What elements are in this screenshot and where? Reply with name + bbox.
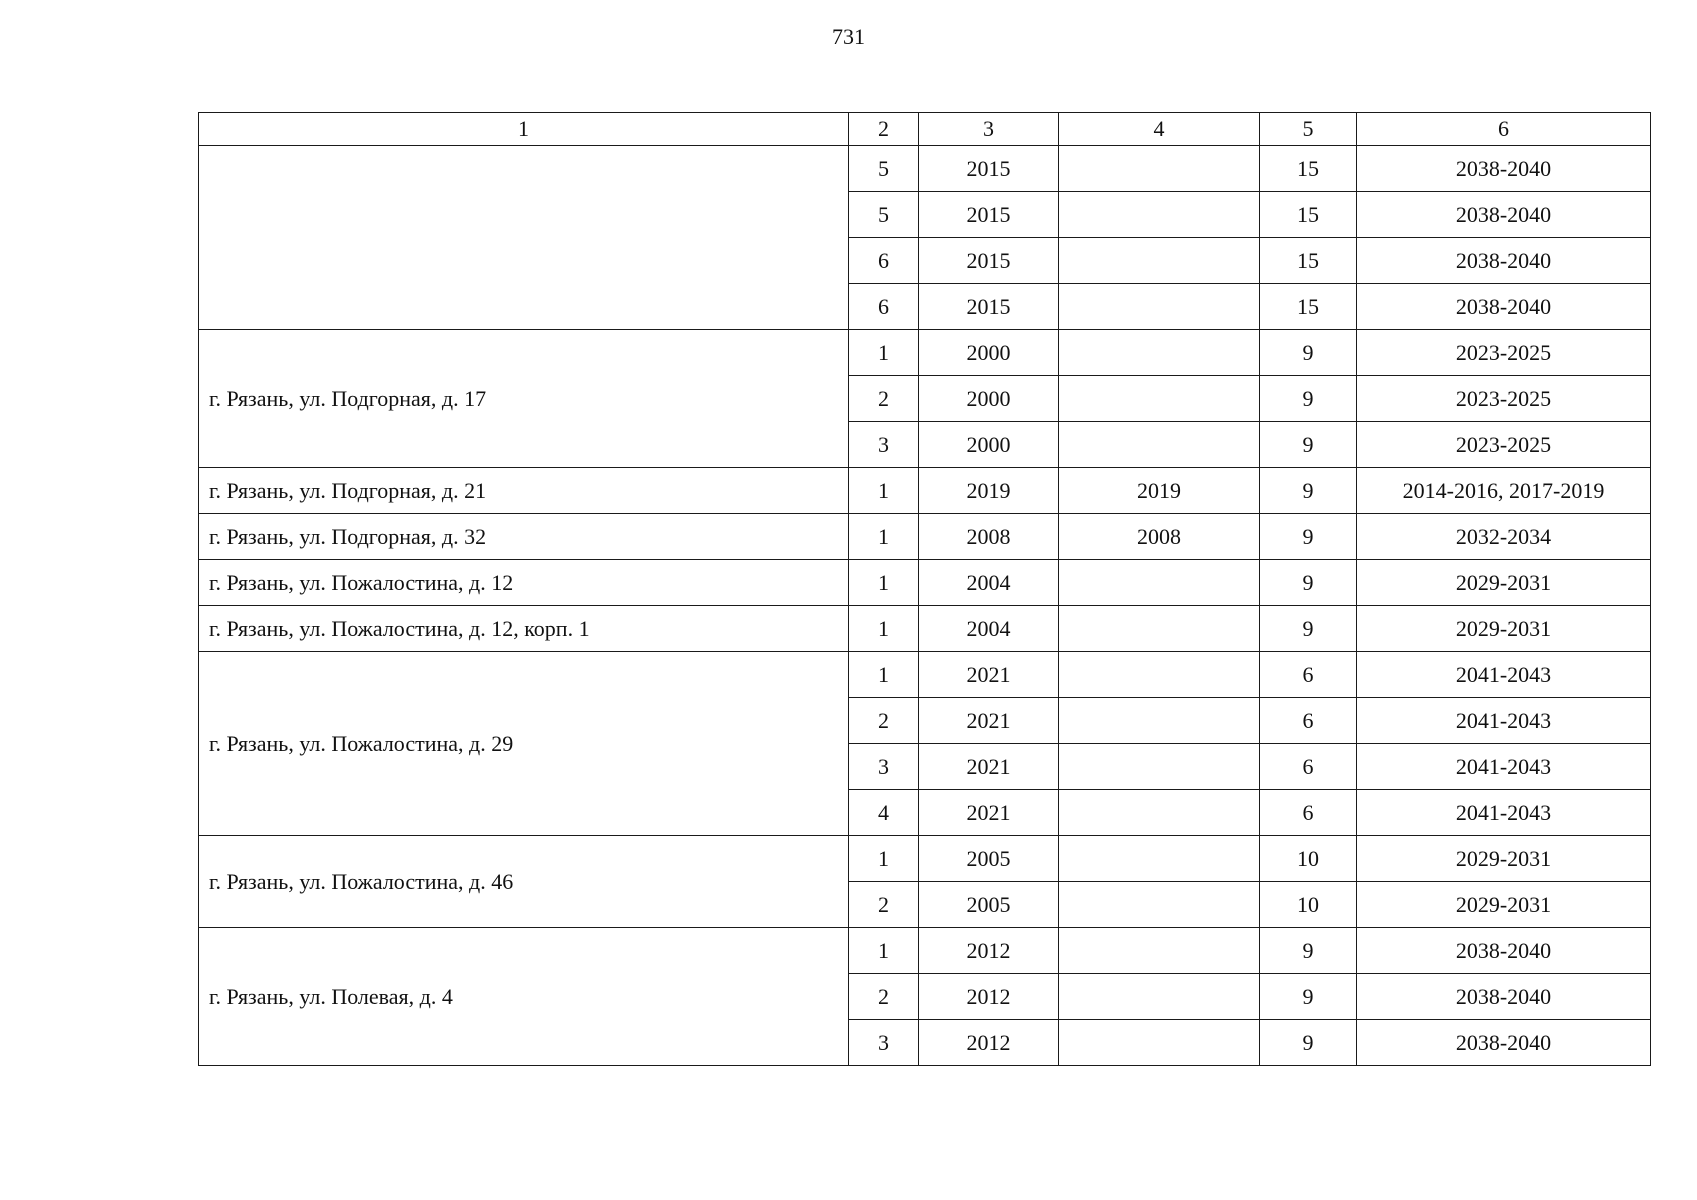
term-cell: 9 bbox=[1260, 376, 1357, 422]
unit-number-cell: 2 bbox=[849, 376, 919, 422]
header-cell-6: 6 bbox=[1357, 113, 1651, 146]
year-cell: 2021 bbox=[919, 790, 1059, 836]
unit-number-cell: 3 bbox=[849, 744, 919, 790]
table-row bbox=[199, 146, 1651, 192]
unit-number-cell: 2 bbox=[849, 974, 919, 1020]
repair-year-cell bbox=[1059, 560, 1260, 606]
header-cell-4: 4 bbox=[1059, 113, 1260, 146]
term-cell: 9 bbox=[1260, 928, 1357, 974]
year-cell: 2004 bbox=[919, 560, 1059, 606]
address-cell: г. Рязань, ул. Пожалостина, д. 12 bbox=[199, 560, 849, 606]
year-cell: 2015 bbox=[919, 192, 1059, 238]
year-cell: 2015 bbox=[919, 238, 1059, 284]
address-cell: г. Рязань, ул. Подгорная, д. 21 bbox=[199, 468, 849, 514]
repair-year-cell bbox=[1059, 928, 1260, 974]
table-row bbox=[199, 468, 1651, 514]
term-cell: 9 bbox=[1260, 422, 1357, 468]
period-cell: 2029-2031 bbox=[1357, 836, 1651, 882]
term-cell: 15 bbox=[1260, 284, 1357, 330]
term-cell: 6 bbox=[1260, 790, 1357, 836]
period-cell: 2023-2025 bbox=[1357, 330, 1651, 376]
repair-year-cell bbox=[1059, 330, 1260, 376]
address-cell: г. Рязань, ул. Полевая, д. 4 bbox=[199, 928, 849, 1066]
repair-year-cell bbox=[1059, 836, 1260, 882]
term-cell: 9 bbox=[1260, 606, 1357, 652]
repair-year-cell bbox=[1059, 744, 1260, 790]
repair-year-cell bbox=[1059, 422, 1260, 468]
year-cell: 2004 bbox=[919, 606, 1059, 652]
year-cell: 2012 bbox=[919, 1020, 1059, 1066]
year-cell: 2000 bbox=[919, 376, 1059, 422]
year-cell: 2005 bbox=[919, 882, 1059, 928]
unit-number-cell: 5 bbox=[849, 146, 919, 192]
year-cell: 2021 bbox=[919, 698, 1059, 744]
unit-number-cell: 2 bbox=[849, 882, 919, 928]
repair-year-cell bbox=[1059, 284, 1260, 330]
unit-number-cell: 6 bbox=[849, 284, 919, 330]
year-cell: 2008 bbox=[919, 514, 1059, 560]
table-row bbox=[199, 606, 1651, 652]
address-cell: г. Рязань, ул. Пожалостина, д. 29 bbox=[199, 652, 849, 836]
period-cell: 2041-2043 bbox=[1357, 698, 1651, 744]
term-cell: 15 bbox=[1260, 146, 1357, 192]
term-cell: 6 bbox=[1260, 744, 1357, 790]
term-cell: 6 bbox=[1260, 698, 1357, 744]
unit-number-cell: 1 bbox=[849, 652, 919, 698]
unit-number-cell: 1 bbox=[849, 468, 919, 514]
year-cell: 2000 bbox=[919, 422, 1059, 468]
page-number: 731 bbox=[832, 24, 865, 49]
repair-year-cell: 2008 bbox=[1059, 514, 1260, 560]
header-cell-3: 3 bbox=[919, 113, 1059, 146]
year-cell: 2015 bbox=[919, 284, 1059, 330]
term-cell: 9 bbox=[1260, 468, 1357, 514]
address-cell: г. Рязань, ул. Подгорная, д. 32 bbox=[199, 514, 849, 560]
header-cell-2: 2 bbox=[849, 113, 919, 146]
repair-year-cell bbox=[1059, 974, 1260, 1020]
period-cell: 2029-2031 bbox=[1357, 606, 1651, 652]
term-cell: 10 bbox=[1260, 836, 1357, 882]
table-row bbox=[199, 514, 1651, 560]
year-cell: 2015 bbox=[919, 146, 1059, 192]
table-row bbox=[199, 560, 1651, 606]
unit-number-cell: 2 bbox=[849, 698, 919, 744]
repair-year-cell bbox=[1059, 376, 1260, 422]
unit-number-cell: 1 bbox=[849, 330, 919, 376]
repair-year-cell bbox=[1059, 790, 1260, 836]
year-cell: 2005 bbox=[919, 836, 1059, 882]
header-cell-5: 5 bbox=[1260, 113, 1357, 146]
repair-year-cell bbox=[1059, 146, 1260, 192]
unit-number-cell: 4 bbox=[849, 790, 919, 836]
table-body bbox=[199, 113, 1651, 1066]
unit-number-cell: 3 bbox=[849, 422, 919, 468]
address-cell: г. Рязань, ул. Подгорная, д. 17 bbox=[199, 330, 849, 468]
repair-year-cell bbox=[1059, 882, 1260, 928]
repair-year-cell: 2019 bbox=[1059, 468, 1260, 514]
term-cell: 9 bbox=[1260, 514, 1357, 560]
period-cell: 2014-2016, 2017-2019 bbox=[1357, 468, 1651, 514]
term-cell: 10 bbox=[1260, 882, 1357, 928]
period-cell: 2038-2040 bbox=[1357, 238, 1651, 284]
repair-year-cell bbox=[1059, 1020, 1260, 1066]
period-cell: 2038-2040 bbox=[1357, 192, 1651, 238]
header-cell-1: 1 bbox=[199, 113, 849, 146]
schedule-table bbox=[198, 112, 1651, 1066]
year-cell: 2012 bbox=[919, 928, 1059, 974]
unit-number-cell: 1 bbox=[849, 928, 919, 974]
period-cell: 2038-2040 bbox=[1357, 146, 1651, 192]
term-cell: 9 bbox=[1260, 1020, 1357, 1066]
repair-year-cell bbox=[1059, 238, 1260, 284]
address-cell: г. Рязань, ул. Пожалостина, д. 46 bbox=[199, 836, 849, 928]
unit-number-cell: 1 bbox=[849, 514, 919, 560]
period-cell: 2041-2043 bbox=[1357, 790, 1651, 836]
unit-number-cell: 6 bbox=[849, 238, 919, 284]
year-cell: 2019 bbox=[919, 468, 1059, 514]
period-cell: 2023-2025 bbox=[1357, 376, 1651, 422]
table-row bbox=[199, 836, 1651, 882]
table-header-row bbox=[199, 113, 1651, 146]
repair-year-cell bbox=[1059, 652, 1260, 698]
unit-number-cell: 3 bbox=[849, 1020, 919, 1066]
period-cell: 2032-2034 bbox=[1357, 514, 1651, 560]
period-cell: 2023-2025 bbox=[1357, 422, 1651, 468]
year-cell: 2021 bbox=[919, 744, 1059, 790]
unit-number-cell: 1 bbox=[849, 836, 919, 882]
unit-number-cell: 5 bbox=[849, 192, 919, 238]
term-cell: 9 bbox=[1260, 330, 1357, 376]
term-cell: 9 bbox=[1260, 974, 1357, 1020]
period-cell: 2038-2040 bbox=[1357, 928, 1651, 974]
term-cell: 9 bbox=[1260, 560, 1357, 606]
period-cell: 2038-2040 bbox=[1357, 284, 1651, 330]
unit-number-cell: 1 bbox=[849, 560, 919, 606]
term-cell: 15 bbox=[1260, 238, 1357, 284]
year-cell: 2012 bbox=[919, 974, 1059, 1020]
table-row bbox=[199, 652, 1651, 698]
repair-year-cell bbox=[1059, 698, 1260, 744]
period-cell: 2038-2040 bbox=[1357, 974, 1651, 1020]
address-cell: г. Рязань, ул. Пожалостина, д. 12, корп. 1 bbox=[199, 606, 849, 652]
period-cell: 2029-2031 bbox=[1357, 882, 1651, 928]
term-cell: 6 bbox=[1260, 652, 1357, 698]
address-cell bbox=[199, 146, 849, 330]
repair-year-cell bbox=[1059, 192, 1260, 238]
repair-year-cell bbox=[1059, 606, 1260, 652]
period-cell: 2041-2043 bbox=[1357, 652, 1651, 698]
year-cell: 2000 bbox=[919, 330, 1059, 376]
table-row bbox=[199, 330, 1651, 376]
period-cell: 2038-2040 bbox=[1357, 1020, 1651, 1066]
period-cell: 2041-2043 bbox=[1357, 744, 1651, 790]
term-cell: 15 bbox=[1260, 192, 1357, 238]
year-cell: 2021 bbox=[919, 652, 1059, 698]
unit-number-cell: 1 bbox=[849, 606, 919, 652]
table-row bbox=[199, 928, 1651, 974]
period-cell: 2029-2031 bbox=[1357, 560, 1651, 606]
